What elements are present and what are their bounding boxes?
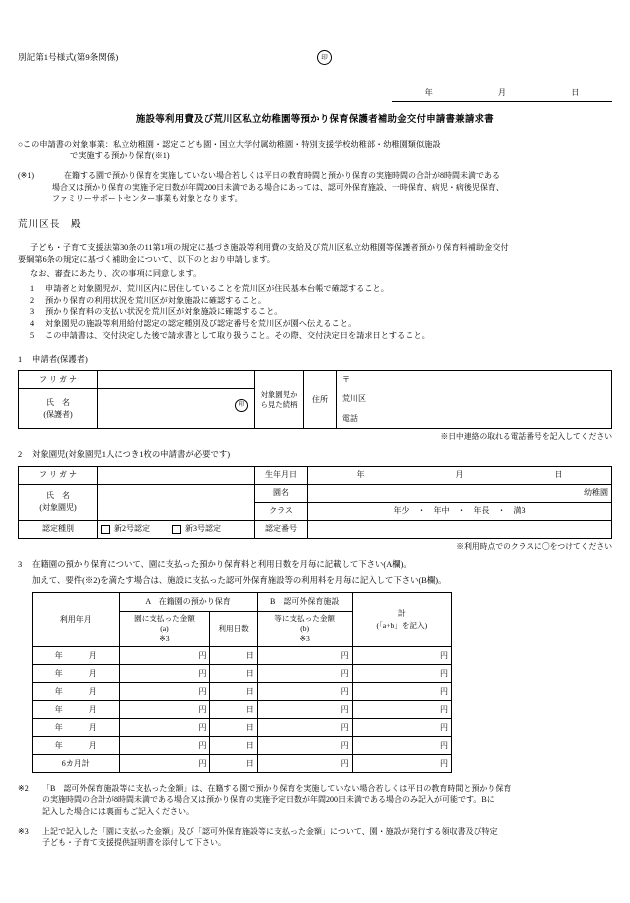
row-total[interactable]: 円 <box>352 646 451 664</box>
agreement-text: 預かり保育の利用状況を荒川区が対象施設に確認すること。 <box>45 295 267 305</box>
col-b-header-line1: B 認可外保育施設 <box>269 597 340 607</box>
checkbox-new2[interactable] <box>101 525 110 534</box>
col-a-amount <box>119 612 210 647</box>
list-item <box>30 295 612 307</box>
cert-opt2-label: 新3号認定 <box>185 524 221 534</box>
row-days[interactable]: 日 <box>210 646 257 664</box>
note-3 <box>18 826 612 849</box>
birth-year-label: 年 <box>356 470 365 480</box>
note-1-line1: 在籍する園で預かり保育を実施していない場合若しくは平日の教育時間と預かり保育の実施時間の合計が8時間未満である <box>64 171 500 181</box>
row-month-label: 月 <box>88 668 97 678</box>
intro-line1: 子ども・子育て支援法第30条の11第1項の規定に基づき施設等利用費の支給及び荒川区私立幼稚園等保護者預かり保育料補助金交付 <box>30 242 509 252</box>
cert-type-options[interactable] <box>98 520 255 538</box>
agreement-text: この申請書は、交付決定した後で請求書として取り扱うこと。その際、交付決定日を請求日とすること。 <box>45 331 430 341</box>
row-days[interactable]: 日 <box>210 664 257 682</box>
col-use-month <box>33 593 120 647</box>
note-2-label: ※2 <box>18 783 29 793</box>
postal-mark: 〒 <box>342 375 350 385</box>
birth-label: 生年月日 <box>255 466 308 484</box>
usage-table <box>32 592 452 773</box>
target-business-line2: で実施する預かり保育(※1) <box>70 151 170 161</box>
page-title: 施設等利用費及び荒川区私立幼稚園等預かり保育保護者補助金交付申請書兼請求書 <box>136 114 494 125</box>
row-year-label: 年 <box>54 722 63 732</box>
row-month-cell[interactable] <box>33 682 120 700</box>
row-total[interactable]: 円 <box>352 682 451 700</box>
row-a-amount[interactable]: 円 <box>119 736 210 754</box>
section-1-heading <box>18 354 612 366</box>
col-a-header: A 在籍園の預かり保育 <box>119 593 257 612</box>
section-1-title: 申請者(保護者) <box>32 355 88 365</box>
col-total <box>352 593 451 647</box>
table-row <box>19 371 612 389</box>
col-a-days-label: 利用日数 <box>218 624 249 634</box>
applicant-name-label <box>19 389 98 429</box>
col-use-month-label: 利用年月 <box>59 614 92 624</box>
address-label-text: 住所 <box>312 394 328 404</box>
agreement-list <box>18 283 612 342</box>
addressee: 荒川区長 殿 <box>18 219 82 231</box>
header-line <box>18 50 612 65</box>
row-b-amount[interactable]: 円 <box>257 736 352 754</box>
col-a-amount-note: ※3 <box>159 633 170 643</box>
child-table <box>18 466 612 539</box>
agreement-text: 対象園児の施設等利用給付認定の認定種別及び認定番号を荒川区が園へ伝えること。 <box>45 319 357 329</box>
applicant-name-label-2: (保護者) <box>43 409 73 419</box>
table-row <box>33 700 452 718</box>
col-b-amount-label: 等に支払った金額 <box>274 614 336 624</box>
row-a-amount[interactable]: 円 <box>119 646 210 664</box>
section-2-number: 2 <box>18 450 23 460</box>
row-days[interactable]: 日 <box>210 736 257 754</box>
agreement-num: 5 <box>30 331 35 341</box>
child-furigana-label: フ リ ガ ナ <box>19 466 98 484</box>
row-month-cell[interactable] <box>33 664 120 682</box>
applicant-table <box>18 370 612 429</box>
row-year-label: 年 <box>54 686 63 696</box>
agreement-text: 申請者と対象園児が、荒川区内に居住していることを荒川区が住民基本台帳で確認すること。 <box>45 283 389 293</box>
list-item <box>30 318 612 330</box>
agreement-text: 預かり保育料の支払い状況を荒川区が対象施設に確認すること。 <box>45 307 283 317</box>
row-a-amount[interactable]: 円 <box>119 718 210 736</box>
col-a-days <box>210 612 257 647</box>
col-b-amount-sub: (b) <box>300 624 310 634</box>
table-header-row <box>33 593 452 612</box>
row-year-label: 年 <box>54 740 63 750</box>
col-b-amount <box>257 612 352 647</box>
agreement-num: 1 <box>30 283 35 293</box>
agreement-num: 2 <box>30 295 35 305</box>
intro-paragraph <box>18 242 612 280</box>
seal-icon: 印 <box>317 50 332 65</box>
section-2-heading <box>18 449 612 461</box>
address-label <box>304 371 337 429</box>
relation-label <box>255 371 304 429</box>
note-1-line2: 場合又は預かり保育の実施予定日数が年間200日未満である場合にあっては、認可外保育施設、一時保育、病児・病後児保育、 <box>52 182 504 192</box>
row-month-cell[interactable] <box>33 700 120 718</box>
cert-opt1-label: 新2号認定 <box>114 524 150 534</box>
section-1-number: 1 <box>18 355 23 365</box>
relation-label-text: 対象園児から見た続柄 <box>260 390 298 409</box>
note-1 <box>18 170 612 205</box>
row-month-cell[interactable] <box>33 646 120 664</box>
table-row <box>19 520 612 538</box>
school-input[interactable]: 幼稚園 <box>308 484 612 502</box>
total-a-amount[interactable]: 円 <box>119 754 210 772</box>
table-row <box>33 646 452 664</box>
birth-input[interactable] <box>308 466 612 484</box>
address-block[interactable] <box>337 371 612 429</box>
agreement-num: 4 <box>30 319 35 329</box>
note-1-label: (※1) <box>18 171 35 181</box>
note-3-label: ※3 <box>18 826 29 836</box>
date-year-label: 年 <box>424 88 433 97</box>
row-b-amount[interactable]: 円 <box>257 646 352 664</box>
list-item <box>30 306 612 318</box>
class-label: クラス <box>255 502 308 520</box>
row-month-label: 月 <box>88 704 97 714</box>
row-year-label: 年 <box>54 668 63 678</box>
applicant-name-input[interactable] <box>98 389 255 429</box>
row-b-amount[interactable]: 円 <box>257 664 352 682</box>
row-month-label: 月 <box>88 650 97 660</box>
list-item <box>30 283 612 295</box>
row-month-cell[interactable] <box>33 718 120 736</box>
document-body <box>18 50 612 849</box>
total-row-label: 6カ月計 <box>33 754 120 772</box>
section-1-note: ※日中連絡の取れる電話番号を記入してください <box>440 432 612 442</box>
date-fields <box>392 87 612 102</box>
row-days[interactable]: 日 <box>210 682 257 700</box>
child-name-label-1: 氏 名 <box>46 491 70 501</box>
section-2-title: 対象園児(対象園児1人につき1枚の申請書が必要です) <box>32 450 231 460</box>
child-name-input[interactable] <box>98 484 255 520</box>
note-3-body <box>42 826 612 849</box>
row-month-label: 月 <box>88 722 97 732</box>
seal-icon: 印 <box>235 399 248 412</box>
school-label: 園名 <box>255 484 308 502</box>
row-b-amount[interactable]: 円 <box>257 718 352 736</box>
row-month-label: 月 <box>88 686 97 696</box>
note-3-line2: 子ども・子育て支援提供証明書を添付して下さい。 <box>42 838 226 848</box>
furigana-label: フ リ ガ ナ <box>19 371 98 389</box>
note-2-line2: の実施時間の合計が8時間未満である場合又は預かり保育の実施予定日数が年間200日未満である場合のみ記入が可能です。Bに <box>42 795 495 805</box>
child-furigana-input[interactable] <box>98 466 255 484</box>
table-row <box>33 682 452 700</box>
row-month-cell[interactable] <box>33 736 120 754</box>
row-total[interactable]: 円 <box>352 718 451 736</box>
table-row <box>19 466 612 484</box>
intro-line2: 要綱第6条の規定に基づく補助金について、以下のとおり申請します。 <box>18 254 275 264</box>
cert-type-label: 認定種別 <box>19 520 98 538</box>
total-b-amount[interactable]: 円 <box>257 754 352 772</box>
total-days[interactable]: 日 <box>210 754 257 772</box>
list-item <box>30 330 612 342</box>
col-total-sub: (「a+b」を記入) <box>376 620 428 630</box>
row-b-amount[interactable]: 円 <box>257 700 352 718</box>
date-day-label: 日 <box>571 88 580 97</box>
note-1-body <box>52 170 612 205</box>
note-2-line1: 「B 認可外保育施設等に支払った金額」は、在籍する園で預かり保育を実施していない場合若しくは平日の教育時間と預かり保育 <box>42 783 512 793</box>
birth-day-label: 日 <box>554 470 563 480</box>
row-days[interactable]: 日 <box>210 718 257 736</box>
target-business <box>18 139 612 163</box>
row-year-label: 年 <box>54 650 63 660</box>
row-a-amount[interactable]: 円 <box>119 700 210 718</box>
note-3-line1: 上記で記入した「園に支払った金額」及び「認可外保育施設等に支払った金額」について、園・施設が発行する領収書及び特定 <box>42 826 498 836</box>
note-2-line3: 記入した場合には裏面もご記入ください。 <box>42 807 194 816</box>
col-a-amount-sub: (a) <box>160 624 169 634</box>
applicant-name-label-1: 氏 名 <box>46 398 70 408</box>
col-total-label: 計 <box>397 609 406 619</box>
row-year-label: 年 <box>54 704 63 714</box>
row-a-amount[interactable]: 円 <box>119 664 210 682</box>
child-name-label-2: (対象園児) <box>39 503 77 513</box>
table-row <box>33 736 452 754</box>
class-options[interactable]: 年少 ・ 年中 ・ 年長 ・ 満3 <box>308 502 612 520</box>
table-row <box>19 484 612 502</box>
date-month-label: 月 <box>497 88 507 97</box>
table-total-row <box>33 754 452 772</box>
row-total[interactable]: 円 <box>352 736 451 754</box>
section-3-number: 3 <box>18 559 23 569</box>
target-business-line1: ○この申請書の対象事業：私立幼稚園・認定こども園・国立大学付属幼稚園・特別支援学校幼稚部・幼稚園類似施設 <box>18 139 441 149</box>
row-total[interactable]: 円 <box>352 700 451 718</box>
col-a-amount-label: 園に支払った金額 <box>134 614 195 624</box>
birth-month-label: 月 <box>455 470 464 480</box>
row-total[interactable]: 円 <box>352 664 451 682</box>
child-name-label <box>19 484 98 520</box>
col-b-amount-note: ※3 <box>299 633 310 643</box>
section-3-subheading: 加えて、要件(※2)を満たす場合は、施設に支払った認可外保育施設等の利用料を月毎に記入して下さい(B欄)。 <box>32 576 447 586</box>
address-value[interactable]: 荒川区 <box>342 393 366 403</box>
row-days[interactable]: 日 <box>210 700 257 718</box>
intro-line3: なお、審査にあたり、次の事項に同意します。 <box>30 268 202 278</box>
note-2 <box>18 783 612 818</box>
table-row <box>33 718 452 736</box>
cert-no-label: 認定番号 <box>255 520 308 538</box>
table-row <box>33 664 452 682</box>
checkbox-new3[interactable] <box>172 525 181 534</box>
date-line <box>18 87 612 102</box>
section-2-note: ※利用時点でのクラスに〇をつけてください <box>456 541 612 551</box>
total-total[interactable]: 円 <box>352 754 451 772</box>
note-1-line3: ファミリーサポートセンター事業も対象となります。 <box>52 194 243 204</box>
cert-no-input[interactable] <box>308 520 612 538</box>
row-a-amount[interactable]: 円 <box>119 682 210 700</box>
furigana-input[interactable] <box>98 371 255 389</box>
note-2-body <box>42 783 612 818</box>
agreement-num: 3 <box>30 307 35 317</box>
row-month-label: 月 <box>88 740 97 750</box>
section-3-heading <box>18 559 612 571</box>
col-b-header <box>257 593 352 612</box>
section-3-title: 在籍園の預かり保育について、園に支払った預かり保育料と利用日数を月毎に記載して下さい(A欄)。 <box>32 559 412 569</box>
form-number: 別記第1号様式(第9条関係) <box>18 52 119 63</box>
row-b-amount[interactable]: 円 <box>257 682 352 700</box>
tel-label: 電話 <box>342 414 358 424</box>
